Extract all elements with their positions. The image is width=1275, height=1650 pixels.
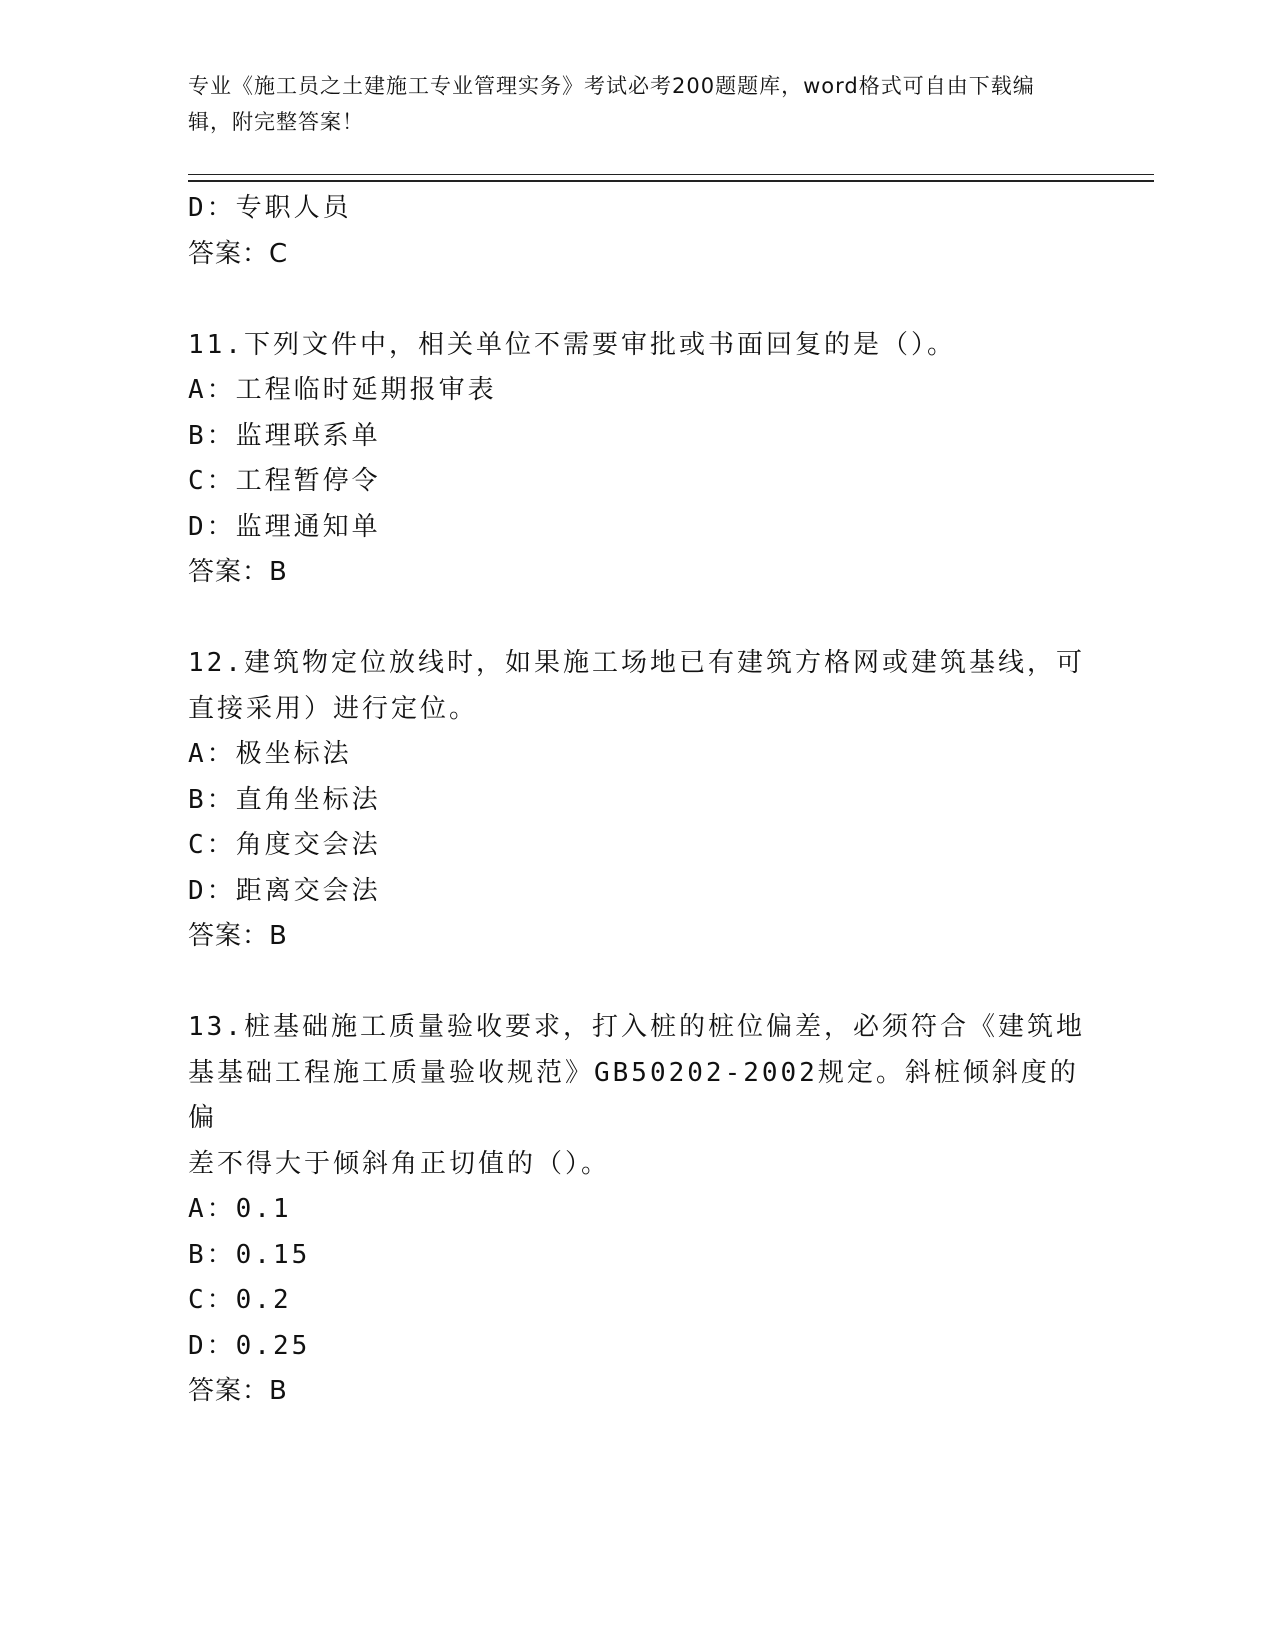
- option-b: B：监理联系单: [188, 420, 381, 451]
- question-list: [188, 186, 1088, 1415]
- question-stem-line: 13.桩基础施工质量验收要求，打入桩的桩位偏差，必须符合《建筑地: [188, 1012, 1085, 1042]
- option-a: A：工程临时延期报审表: [188, 375, 497, 405]
- header-rule-thick: [188, 180, 1154, 182]
- option-d: D：距离交会法: [188, 875, 381, 906]
- question-stem-line: 12.建筑物定位放线时，如果施工场地已有建筑方格网或建筑基线，可: [188, 648, 1085, 678]
- header-rule-thin: [188, 174, 1154, 175]
- answer-line: 答案：C: [188, 238, 289, 269]
- question-stem: 11.下列文件中，相关单位不需要审批或书面回复的是（）。: [188, 329, 956, 360]
- option-a: A：极坐标法: [188, 739, 352, 769]
- question-12: [188, 641, 1088, 960]
- option-c: C：工程暂停令: [188, 466, 381, 496]
- answer-line: 答案：B: [188, 921, 288, 951]
- option-d: D：专职人员: [188, 193, 352, 223]
- option-d: D：0.25: [188, 1330, 311, 1361]
- option-c: C：0.2: [188, 1285, 292, 1315]
- answer-line: 答案：B: [188, 1376, 288, 1406]
- question-stem-line: 直接采用）进行定位。: [188, 693, 479, 724]
- question-stem-line: 差不得大于倾斜角正切值的（）。: [188, 1148, 611, 1179]
- answer-line: 答案：B: [188, 557, 288, 587]
- option-c: C：角度交会法: [188, 830, 381, 860]
- option-d: D：监理通知单: [188, 511, 381, 542]
- option-b: B：直角坐标法: [188, 784, 381, 815]
- document-header: 专业《施工员之土建施工专业管理实务》考试必考200题题库，word格式可自由下载编辑，附完整答案！: [188, 74, 1035, 134]
- option-a: A：0.1: [188, 1194, 292, 1224]
- question-13: [188, 1005, 1088, 1415]
- option-b: B：0.15: [188, 1239, 311, 1270]
- question-stem-line: 基基础工程施工质量验收规范》GB50202-2002规定。斜桩倾斜度的偏: [188, 1057, 1079, 1133]
- question-11: [188, 323, 1088, 596]
